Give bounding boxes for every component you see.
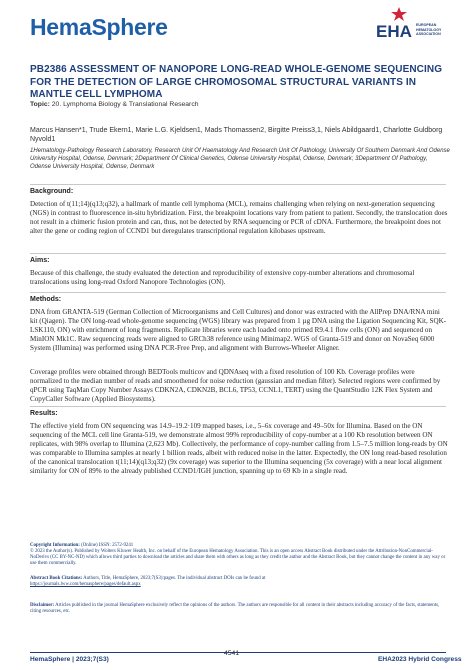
- divider: [30, 406, 446, 407]
- copyright-issn: (Online) ISSN: 2572-9241: [81, 543, 134, 548]
- divider: [30, 184, 446, 185]
- aims-text: Because of this challenge, the study evaluated the detection and reproducibility of extensive copy-number alterations and chromosomal translocations using long-read Oxford Nanopore Technologies (ON).: [30, 269, 415, 286]
- divider: [30, 292, 446, 293]
- author-list: Marcus Hansen*1, Trude Ekern1, Marie L.G. Kjeldsen1, Mads Thomassen2, Birgitte Preiss3,1, Niels Abildgaard1, Charlotte Guldborg Nyvold1: [30, 127, 443, 143]
- eha-emblem-icon: [386, 6, 412, 22]
- page-header: [0, 0, 474, 50]
- journal-issue: HemaSphere | 2023;7(S3): [30, 656, 109, 663]
- background-heading: Background:: [30, 188, 74, 195]
- results-heading: Results:: [30, 410, 58, 417]
- society-logo-name: EUROPEAN HEMATOLOGY ASSOCIATION: [416, 23, 442, 36]
- disclaimer-label: Disclaimer:: [30, 603, 55, 608]
- citations-text: Authors, Title, HemaSphere, 2023;7(S3):pages. The individual abstract DOIs can be found at: [83, 576, 266, 581]
- journal-logo: [30, 14, 168, 41]
- congress-name: EHA2023 Hybrid Congress: [378, 656, 462, 663]
- page-number: 4541: [224, 650, 240, 657]
- citations-block: [30, 576, 448, 588]
- methods-text-1: DNA from GRANTA-519 (German Collection of Microorganisms and Cell Cultures) and donor was extracted with the AllPrep DNA/RNA mini kit (Qiagen). The ON long-read whole-genome sequencing (WGS) library was prepared from 1 µg DNA using the Ligation Sequencing Kit, SQK-LSK110, ON) with enrichment of long fragments. Replicate libraries were each loaded onto primed R9.4.1 flow cells (ON) and sequenced on MinION Mk1C. Raw sequencing reads were aligned to GRCh38 reference using Minimap2. WGS of Granta-519 and donor on NovaSeq 6000 System (Illumina) was performed using DNA PCR-Free Prep, and alignment with Burrows-Wheeler Aligner.: [30, 308, 447, 352]
- affiliations: 1Hematology-Pathology Research Laboratory, Research Unit Of Haematology And Research Unit Of Pathology, University Of Southern Denmark And Odense University Hospital, Odense, Denmark; 2Department Of Clinical Genetics, Odense University Hospital, Odense, Denmark; 3Department Of Pathology, Odense University Hospital, Odense, Denmark: [30, 148, 450, 170]
- copyright-text: © 2023 the Author(s). Published by Wolters Kluwer Health, Inc. on behalf of the European Hematology Association. This is an open access Abstract Book distributed under the Attribution-NonCommercial-NoDerivs (CC BY-NC-ND) which allows third parties to download the articles and share them with others as long as they credit the author and the Abstract Book, but they cannot change the content in any way or use them commercially.: [30, 549, 446, 566]
- disclaimer-text: Articles published in the journal HemaSphere exclusively reflect the opinions of the authors. The authors are responsible for all content in their abstracts including accuracy of the facts, statements, citing resources, etc.: [30, 603, 440, 614]
- footer-rule: [30, 652, 446, 653]
- aims-heading: Aims:: [30, 257, 50, 264]
- results-text: The effective yield from ON sequencing was 14.9–19.2·109 mapped bases, i.e., 5–6x coverage and 49–50x for Illumina. Based on the ON sequencing of the MCL cell line Granta-519, we demonstrate almost 99% reproducibility of copy-number at a 100 Kb resolution between ON replicates, with 98% overlap to Illumina (2,623 Mb). Collectively, the performance of copy-number calling from 1.5–7.5 million long-reads by ON was comparable to Illumina samples at nearly 1 billion reads, albeit with reduced noise in the latter. Expectedly, the ON long read-based resolution of the canonical translocation t(11;14)(q13;q32) (9x coverage) was superior to the Illumina sequencing (5x coverage) with a near local alignment similarity for ON of 89% to the already published CCND1/IGH junction, spanning up to 69 Kb in a single read.: [30, 422, 448, 475]
- abstract-title: PB2386 ASSESSMENT OF NANOPORE LONG-READ WHOLE-GENOME SEQUENCING FOR THE DETECTION OF LARGE CHROMOSOMAL STRUCTURAL VARIANTS IN MANTLE CELL LYMPHOMA: [30, 64, 443, 100]
- disclaimer-block: [30, 603, 448, 615]
- journal-logo-part1: Hema: [30, 14, 92, 40]
- society-logo-abbr: EHA: [376, 22, 412, 41]
- divider: [30, 253, 446, 254]
- methods-text-2: Coverage profiles were obtained through BEDTools multicov and QDNAseq with a fixed resolution of 100 Kb. Coverage profiles were normalized to the median number of reads and smoothened for noise reduction (gaussian and median filter). Selected regions were confirmed by qPCR using TaqMan Copy Number Assays CDKN2A, CDKN2B, BCL6, TP53, CCNL1, TERT) using the QuantStudio 12K Flex System and CopyCaller Software (Applied Biosystems).: [30, 368, 441, 403]
- citations-link[interactable]: https://journals.lww.com/hemasphere/pages/default.aspx: [30, 582, 141, 587]
- topic-value: 20. Lymphoma Biology & Translational Research: [51, 101, 199, 108]
- topic-label: Topic:: [30, 101, 50, 108]
- background-text: Detection of t(11;14)(q13;q32), a hallmark of mantle cell lymphoma (MCL), remains challenging when relying on next-generation sequencing (NGS) in contrast to fluorescence in-situ hybridization. First, the breakpoint locations vary from patient to patient. Secondly, the translocation does not result in a chimeric fusion protein and can, thus, not be detected by RNA sequencing or PCR of cDNA. Furthermore, the breakpoint does not alter the gene or coding region of CCND1 but deregulates transcriptional regulation kilobases upstream.: [30, 200, 448, 235]
- journal-logo-part2: Sphere: [91, 14, 168, 40]
- topic-line: [30, 101, 199, 108]
- copyright-label: Copyright Information:: [30, 543, 80, 548]
- citations-label: Abstract Book Citations:: [30, 576, 83, 581]
- copyright-block: [30, 543, 448, 567]
- methods-heading: Methods:: [30, 296, 62, 303]
